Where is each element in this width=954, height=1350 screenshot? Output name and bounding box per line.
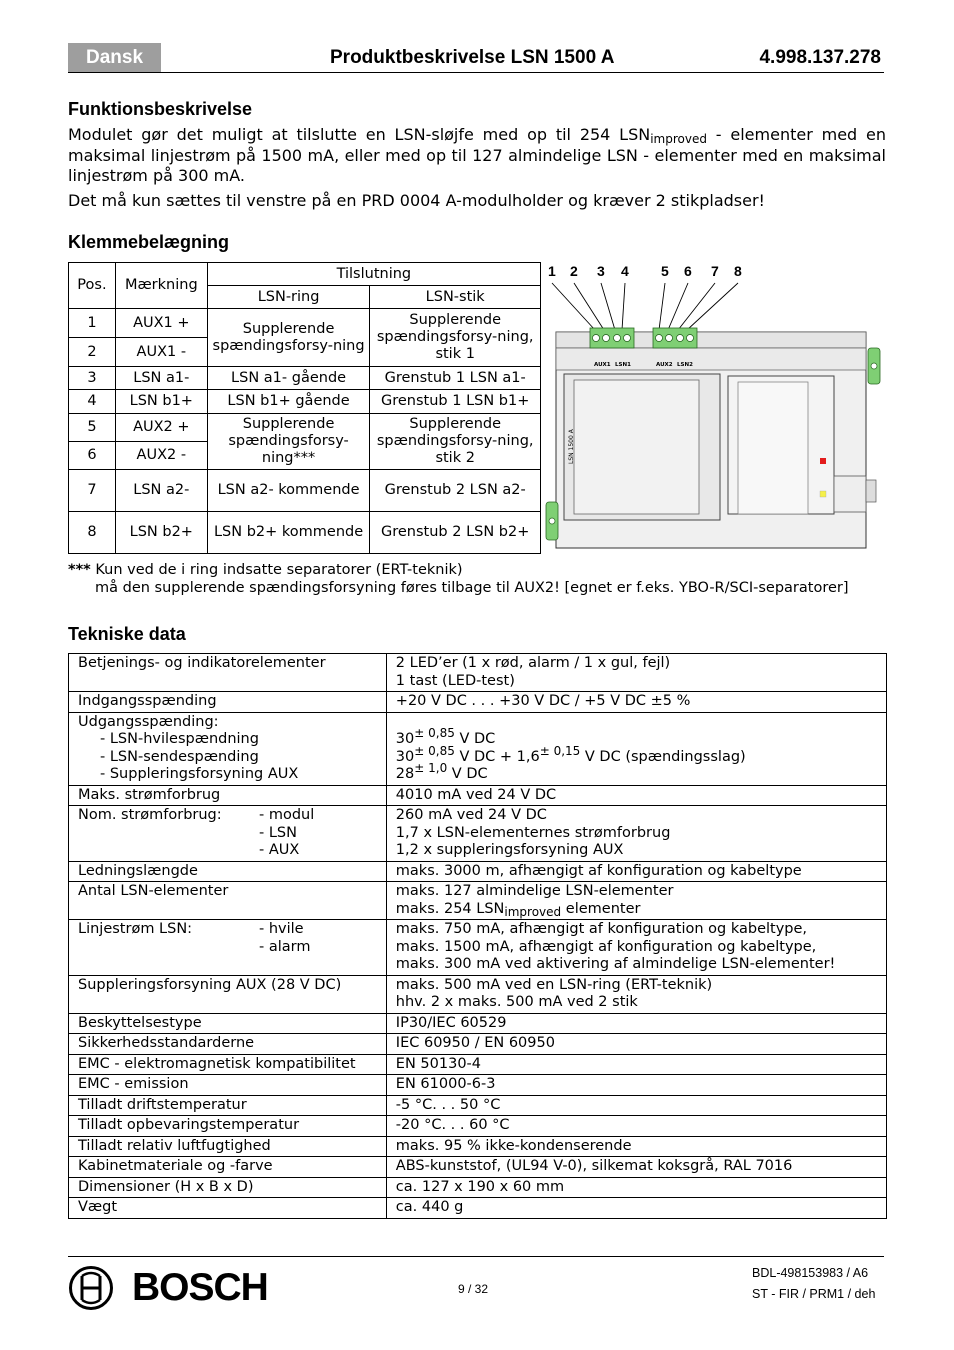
table-row: Dimensioner (H x B x D) ca. 127 x 190 x 60 mm	[69, 1177, 887, 1198]
device-label: LSN 1500 A	[568, 429, 575, 464]
aux1-label: AUX1	[594, 362, 611, 368]
functions-paragraph-1: Modulet gør det muligt at tilslutte en LSN-sløjfe med op til 254 $LSN_{improved}$ - elementer med en maksimal linjestrøm på 1500 mA, eller med op til 127 almindelige LSN - elementer med en maksimal linjestrøm på 300 mA.	[68, 125, 886, 185]
footnote-line-2: må den supplerende spændingsforsyning føres tilbage til AUX2! [egnet er f.eks. YBO-R/SCI-separatorer]	[95, 580, 849, 596]
col-header-ring: LSN-ring	[207, 286, 370, 309]
table-row: Kabinetmateriale og -farve ABS-kunststof, (UL94 V-0), silkemat koksgrå, RAL 7016	[69, 1157, 887, 1178]
red-led	[820, 458, 826, 464]
table-row: 8 LSN b2+ LSN b2+ kommende Grenstub 2 LSN b2+	[69, 512, 541, 554]
heading-functions: Funktionsbeskrivelse	[68, 99, 253, 119]
footer-ref-2: ST - FIR / PRM1 / deh	[752, 1287, 876, 1301]
page-header	[68, 43, 884, 73]
page-number: 9 / 32	[458, 1282, 489, 1296]
table-row: 5 AUX2 + Supplerende spændingsforsy-ning*** Supplerende spændingsforsy-ning, stik 2	[69, 414, 541, 442]
table-row: 4 LSN b1+ LSN b1+ gående Grenstub 1 LSN b1+	[69, 390, 541, 414]
col-header-connection: Tilslutning	[207, 263, 540, 286]
module-diagram	[542, 280, 888, 552]
yellow-led	[820, 491, 826, 497]
heading-terminals: Klemmebelægning	[68, 232, 230, 252]
document-number: 4.998.137.278	[759, 47, 881, 68]
table-row: Linjestrøm LSN: - hvile - alarm maks. 750 mA, afhængigt af konfiguration og kabeltype, maks. 1500 mA, afhængigt af konfiguration og kabeltype, maks. 300 mA ved aktivering af almindelige LSN-elementer!	[69, 920, 887, 976]
table-row: Ledningslængde maks. 3000 m, afhængigt af konfiguration og kabeltype	[69, 861, 887, 882]
lsn2-label: LSN2	[677, 362, 693, 368]
table-row: 6 AUX2 -	[69, 442, 541, 470]
aux2-label: AUX2	[656, 362, 673, 368]
table-row: 3 LSN a1- LSN a1- gående Grenstub 1 LSN a1-	[69, 367, 541, 390]
table-row: Antal LSN-elementer maks. 127 almindelige LSN-elementer maks. 254 $LSN_{improved}$ elementer	[69, 882, 887, 920]
footer-ref-1: BDL-498153983 / A6	[752, 1266, 869, 1280]
document-title: Produktbeskrivelse LSN 1500 A	[330, 47, 615, 68]
table-row: Suppleringsforsyning AUX (28 V DC) maks. 500 mA ved en LSN-ring (ERT-teknik) hhv. 2 x maks. 500 mA ved 2 stik	[69, 975, 887, 1013]
heading-tech: Tekniske data	[68, 624, 186, 644]
bosch-logo-icon	[68, 1265, 114, 1311]
language-tab: Dansk	[68, 43, 161, 72]
col-header-mark: Mærkning	[115, 263, 207, 309]
table-row: Vægt ca. 440 g	[69, 1198, 887, 1219]
footer-rule	[68, 1256, 884, 1257]
table-row: Sikkerhedsstandarderne IEC 60950 / EN 60950	[69, 1034, 887, 1055]
table-row: 2 AUX1 -	[69, 338, 541, 367]
table-row: EMC - emission EN 61000-6-3	[69, 1075, 887, 1096]
table-row: Tilladt driftstemperatur -5 °C. . . 50 °C	[69, 1095, 887, 1116]
bosch-wordmark: BOSCH	[132, 1266, 268, 1309]
table-row: 7 LSN a2- LSN a2- kommende Grenstub 2 LSN a2-	[69, 470, 541, 512]
table-row: Udgangsspænding: - LSN-hvilespændning - LSN-sendespænding - Suppleringsforsyning AUX $30^{\pm 0,85}$ V DC $30^{\pm 0,85}$ V DC + $1,6^{\pm 0,15}$ V DC (spændingsslag) $28^{\pm 1,0}$ V DC	[69, 712, 887, 785]
lsn1-label: LSN1	[615, 362, 631, 368]
tech-table	[68, 653, 887, 1219]
table-row: EMC - elektromagnetisk kompatibilitet EN 50130-4	[69, 1054, 887, 1075]
table-row: Nom. strømforbrug: - modul - LSN - AUX 260 mA ved 24 V DC 1,7 x LSN-elementernes strømforbrug 1,2 x suppleringsforsyning AUX	[69, 806, 887, 862]
table-row: Beskyttelsestype IP30/IEC 60529	[69, 1013, 887, 1034]
table-row: Tilladt opbevaringstemperatur -20 °C. . . 60 °C	[69, 1116, 887, 1137]
terminal-table	[68, 262, 541, 554]
table-row: Indgangsspænding +20 V DC . . . +30 V DC / +5 V DC ±5 %	[69, 692, 887, 713]
functions-paragraph-2: Det må kun sættes til venstre på en PRD 0004 A-modulholder og kræver 2 stikpladser!	[68, 191, 765, 210]
footnote-line-1: *** Kun ved de i ring indsatte separatorer (ERT-teknik)	[68, 562, 463, 578]
table-row: Maks. strømforbrug 4010 mA ved 24 V DC	[69, 785, 887, 806]
col-header-stub: LSN-stik	[370, 286, 541, 309]
col-header-pos: Pos.	[69, 263, 116, 309]
table-row: 1 AUX1 + Supplerende spændingsforsy-ning Supplerende spændingsforsy-ning, stik 1	[69, 309, 541, 338]
table-row: Tilladt relativ luftfugtighed maks. 95 % ikke-kondenserende	[69, 1136, 887, 1157]
table-row: Betjenings- og indikatorelementer 2 LED’er (1 x rød, alarm / 1 x gul, fejl) 1 tast (LED-test)	[69, 654, 887, 692]
